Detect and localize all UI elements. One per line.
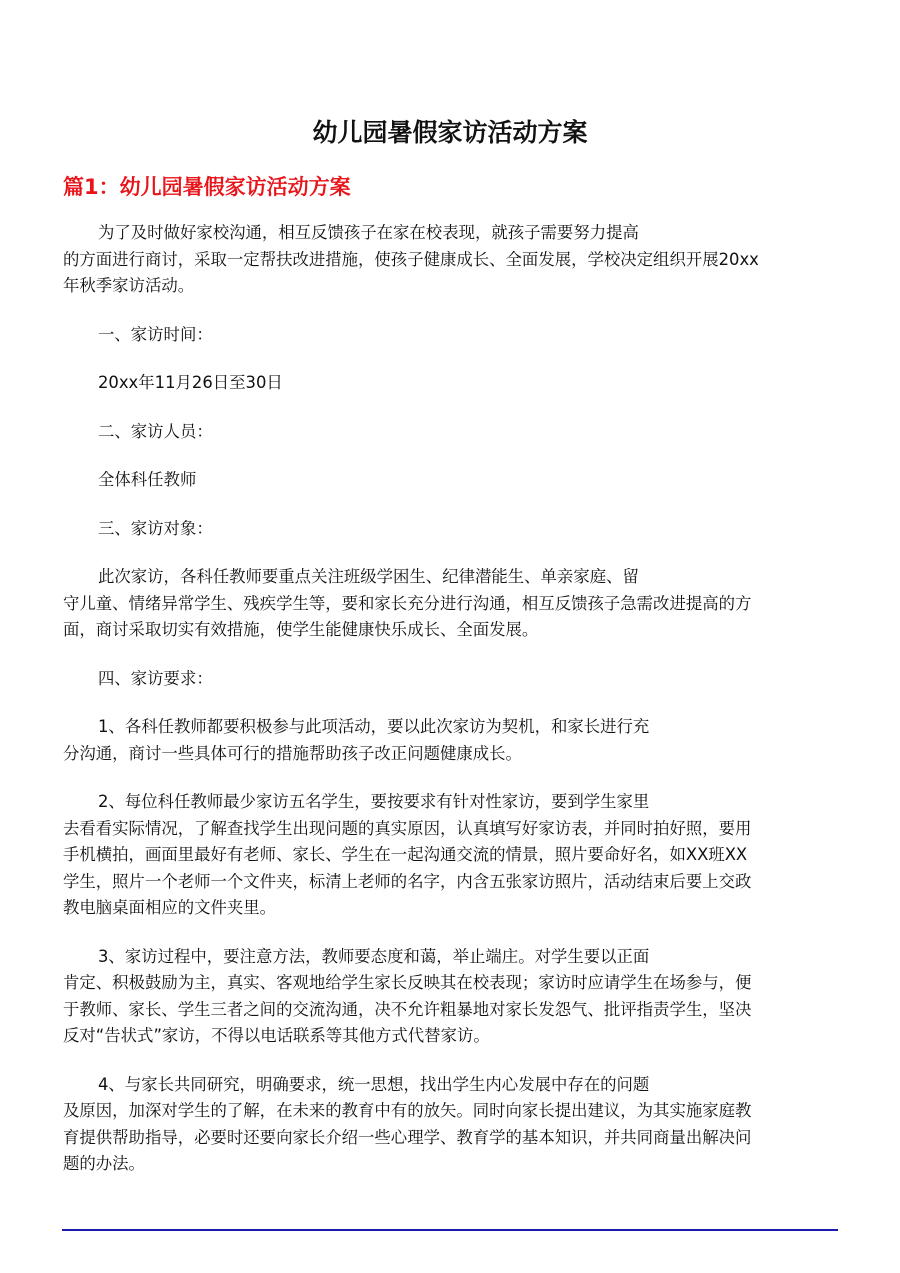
paragraph: [63, 1072, 838, 1178]
paragraph-line: 及原因，加深对学生的了解，在未来的教育中有的放矢。同时向家长提出建议，为其实施家庭教: [63, 1101, 752, 1120]
page-title: 幼儿园暑假家访活动方案: [312, 118, 588, 147]
paragraph-line: 全体科任教师: [98, 470, 197, 489]
paragraph: [63, 944, 838, 1050]
paragraph-line: 1、各科任教师都要积极参与此项活动，要以此次家访为契机，和家长进行充: [98, 717, 650, 736]
paragraph: [63, 467, 838, 494]
paragraph-line: 学生，照片一个老师一个文件夹，标清上老师的名字，内含五张家访照片，活动结束后要上交政: [63, 871, 752, 891]
section-heading: 篇1：幼儿园暑假家访活动方案: [63, 175, 351, 199]
document-body: [63, 220, 838, 1200]
paragraph-line: 3、家访过程中，要注意方法，教师要态度和蔼，举止端庄。对学生要以正面: [98, 946, 650, 966]
paragraph: [63, 564, 838, 644]
paragraph: [63, 666, 838, 693]
paragraph-line: 4、与家长共同研究，明确要求，统一思想，找出学生内心发展中存在的问题: [98, 1074, 650, 1094]
subheading-line: 四、家访要求：: [98, 668, 213, 688]
paragraph: [63, 322, 838, 349]
subheading-line: 一、家访时间：: [98, 324, 213, 344]
paragraph-line: 20xx年11月26日至30日: [98, 373, 283, 392]
paragraph-line: 守儿童、情绪异常学生、残疾学生等，要和家长充分进行沟通，相互反馈孩子急需改进提高的方: [63, 593, 752, 613]
paragraph: [63, 516, 838, 543]
subheading-line: 二、家访人员：: [98, 421, 213, 441]
paragraph-line: 的方面进行商讨，采取一定帮扶改进措施，使孩子健康成长、全面发展，学校决定组织开展20xx: [63, 249, 759, 269]
paragraph-line: 为了及时做好家校沟通，相互反馈孩子在家在校表现，就孩子需要努力提高: [98, 223, 639, 242]
paragraph-line: 题的办法。: [63, 1154, 145, 1173]
paragraph-line: 去看看实际情况，了解查找学生出现问题的真实原因，认真填写好家访表，并同时拍好照，要用: [63, 818, 752, 838]
footer-divider: [62, 1229, 838, 1231]
paragraph: [63, 419, 838, 446]
paragraph-line: 此次家访，各科任教师要重点关注班级学困生、纪律潜能生、单亲家庭、留: [98, 567, 639, 586]
paragraph-line: 2、每位科任教师最少家访五名学生，要按要求有针对性家访，要到学生家里: [98, 792, 650, 811]
paragraph-line: 反对“告状式”家访，不得以电话联系等其他方式代替家访。: [63, 1026, 490, 1045]
paragraph: [63, 370, 838, 397]
paragraph-line: 育提供帮助指导，必要时还要向家长介绍一些心理学、教育学的基本知识，并共同商量出解决问: [63, 1127, 752, 1147]
paragraph: [63, 220, 838, 300]
paragraph-line: 于教师、家长、学生三者之间的交流沟通，决不允许粗暴地对家长发怨气、批评指责学生，坚决: [63, 999, 752, 1019]
paragraph-line: 手机横拍，画面里最好有老师、家长、学生在一起沟通交流的情景，照片要命好名，如XX班XX: [63, 845, 748, 864]
paragraph: [63, 714, 838, 767]
paragraph-line: 肯定、积极鼓励为主，真实、客观地给学生家长反映其在校表现；家访时应请学生在场参与，便: [63, 973, 752, 992]
paragraph: [63, 789, 838, 922]
paragraph-line: 教电脑桌面相应的文件夹里。: [63, 898, 277, 917]
paragraph-line: 年秋季家访活动。: [63, 276, 195, 295]
paragraph-line: 面，商讨采取切实有效措施，使学生能健康快乐成长、全面发展。: [63, 620, 539, 639]
subheading-line: 三、家访对象：: [98, 518, 213, 538]
paragraph-line: 分沟通，商讨一些具体可行的措施帮助孩子改正问题健康成长。: [63, 743, 522, 763]
